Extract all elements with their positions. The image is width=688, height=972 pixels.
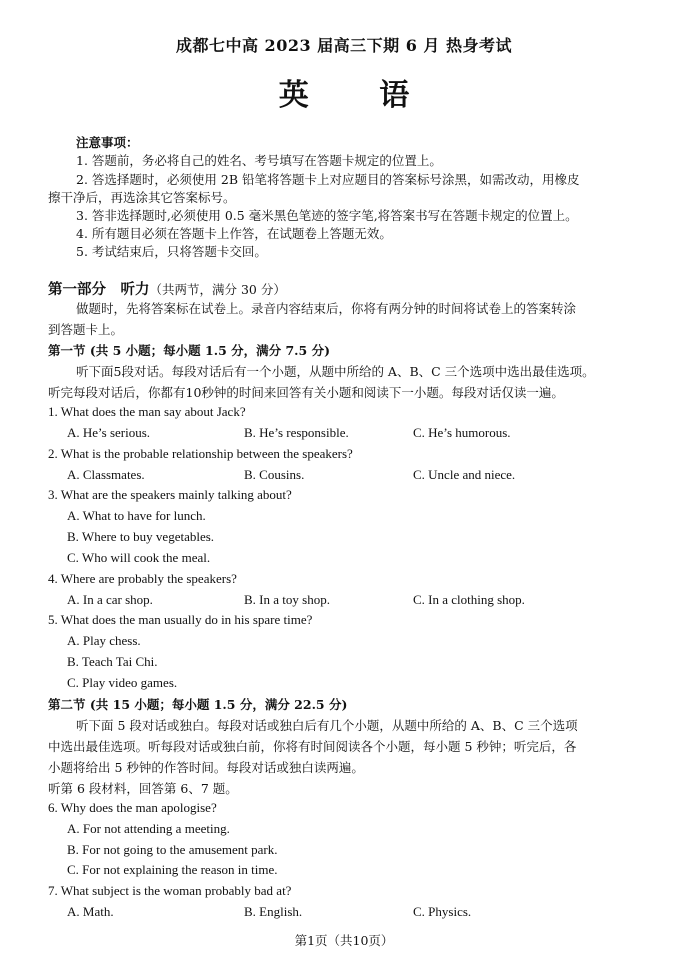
section-one-instruction: 听完每段对话后，你都有10秒钟的时间来回答有关小题和阅读下一小题。每段对话仅读一遍。 xyxy=(48,385,564,400)
exam-title: 成都七中高 2023 届高三下期 6 月 热身考试 xyxy=(175,36,513,55)
note-item-continued: 擦干净后，再选涂其它答案标号。 xyxy=(48,190,236,205)
subject-title: 英 语 xyxy=(278,78,440,113)
question-7: 7. What subject is the woman probably bad at? xyxy=(48,883,292,898)
question-5-option-b: B. Teach Tai Chi. xyxy=(67,654,158,669)
note-item: 5. 考试结束后，只将答题卡交回。 xyxy=(76,244,267,259)
question-3-option-c: C. Who will cook the meal. xyxy=(67,550,211,565)
question-2-option-c: C. Uncle and niece. xyxy=(413,467,516,482)
question-7-option-c: C. Physics. xyxy=(413,904,472,919)
part-one-instruction: 做题时，先将答案标在试卷上。录音内容结束后，你将有两分钟的时间将试卷上的答案转涂 xyxy=(76,301,577,316)
question-6-option-a: A. For not attending a meeting. xyxy=(67,821,230,836)
note-item: 1. 答题前，务必将自己的姓名、考号填写在答题卡规定的位置上。 xyxy=(76,153,442,168)
question-7-option-b: B. English. xyxy=(244,904,303,919)
page-footer: 第1页（共10页） xyxy=(294,933,394,948)
material-note: 听第 6 段材料，回答第 6、7 题。 xyxy=(48,781,238,796)
note-item: 4. 所有题目必须在答题卡上作答，在试题卷上答题无效。 xyxy=(76,226,392,241)
question-2-option-a: A. Classmates. xyxy=(67,467,145,482)
question-1: 1. What does the man say about Jack? xyxy=(48,404,246,419)
question-3: 3. What are the speakers mainly talking about? xyxy=(48,487,292,502)
question-2: 2. What is the probable relationship between the speakers? xyxy=(48,446,353,461)
section-one-title: 第一节 (共 5 小题；每小题 1.5 分，满分 7.5 分) xyxy=(48,343,330,358)
section-two-title: 第二节 (共 15 小题；每小题 1.5 分，满分 22.5 分) xyxy=(48,697,348,712)
section-two-instruction: 中选出最佳选项。听每段对话或独白前，你将有时间阅读各个小题，每小题 5 秒钟；听完后，各 xyxy=(48,739,577,754)
question-6-option-c: C. For not explaining the reason in time. xyxy=(67,862,278,877)
question-4-option-b: B. In a toy shop. xyxy=(244,592,330,607)
question-3-option-a: A. What to have for lunch. xyxy=(67,508,206,523)
question-4-option-a: A. In a car shop. xyxy=(67,592,153,607)
question-3-option-b: B. Where to buy vegetables. xyxy=(67,529,215,544)
section-two-instruction: 听下面 5 段对话或独白。每段对话或独白后有几个小题，从题中所给的 A、B、C 三个选项 xyxy=(76,718,578,733)
question-1-option-b: B. He’s responsible. xyxy=(244,425,349,440)
question-2-option-b: B. Cousins. xyxy=(244,467,305,482)
note-item: 2. 答选择题时，必须使用 2B 铅笔将答题卡上对应题目的答案标号涂黑，如需改动，用橡皮 xyxy=(76,172,580,187)
notes-heading: 注意事项： xyxy=(76,135,139,150)
question-1-option-a: A. He’s serious. xyxy=(67,425,151,440)
question-6: 6. Why does the man apologise? xyxy=(48,800,217,815)
section-two-instruction: 小题将给出 5 秒钟的作答时间。每段对话或独白读两遍。 xyxy=(48,760,364,775)
question-5: 5. What does the man usually do in his spare time? xyxy=(48,612,313,627)
part-one-instruction: 到答题卡上。 xyxy=(48,322,124,337)
part-one-subtitle: （共两节，满分 30 分） xyxy=(149,282,286,297)
question-5-option-a: A. Play chess. xyxy=(67,633,141,648)
section-one-instruction: 听下面5段对话。每段对话后有一个小题，从题中所给的 A、B、C 三个选项中选出最佳选项。 xyxy=(76,364,595,379)
question-6-option-b: B. For not going to the amusement park. xyxy=(67,842,278,857)
note-item: 3. 答非选择题时,必须使用 0.5 毫米黑色笔迹的签字笔,将答案书写在答题卡规定的位置上。 xyxy=(76,208,578,223)
part-one-heading: 第一部分 听力 xyxy=(48,281,150,298)
question-4-option-c: C. In a clothing shop. xyxy=(413,592,525,607)
question-5-option-c: C. Play video games. xyxy=(67,675,178,690)
part-one-title xyxy=(48,278,644,299)
question-4: 4. Where are probably the speakers? xyxy=(48,571,237,586)
question-1-option-c: C. He’s humorous. xyxy=(413,425,511,440)
question-7-option-a: A. Math. xyxy=(67,904,114,919)
